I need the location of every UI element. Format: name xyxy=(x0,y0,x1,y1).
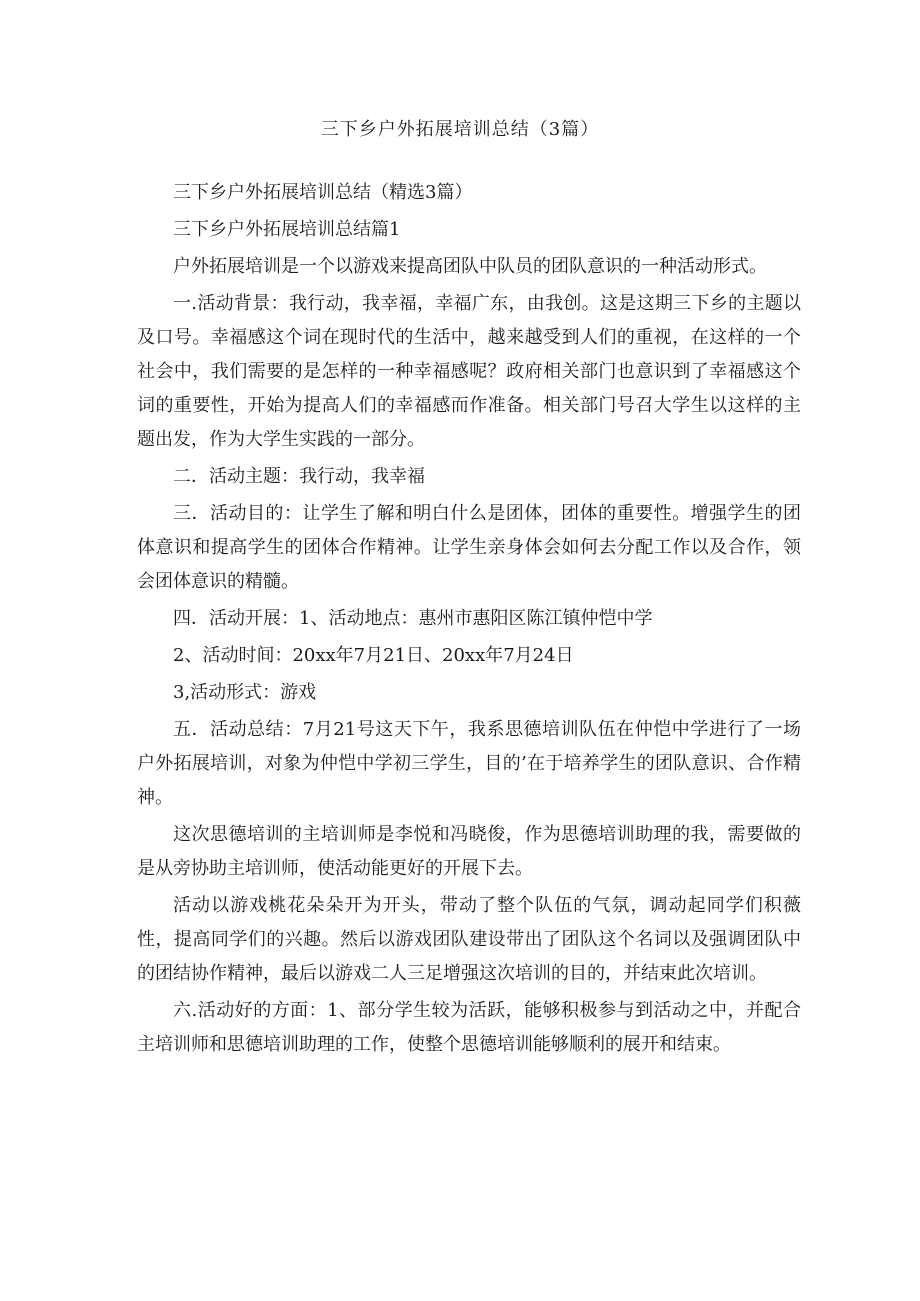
paragraph-games: 活动以游戏桃花朵朵开为开头，带动了整个队伍的气氛，调动起同学们积薇性，提高同学们的兴趣。然后以游戏团队建设带出了团队这个名词以及强调团队中的团结协作精神，最后以游戏二人三足增强这次培训的目的，并结束此次培训。 xyxy=(137,895,801,984)
paragraph-section-heading: 三下乡户外拓展培训总结篇1 xyxy=(173,219,401,240)
paragraph-background: 一.活动背景：我行动，我幸福，幸福广东，由我创。这是这期三下乡的主题以及口号。幸福感这个词在现时代的生活中，越来越受到人们的重视，在这样的一个社会中，我们需要的是怎样的一种幸福感呢？政府相关部门也意识到了幸福感这个词的重要性，开始为提高人们的幸福感而作准备。相关部门号召大学生以这样的主题出发，作为大学生实践的一部分。 xyxy=(137,293,801,450)
document-body xyxy=(137,176,801,1065)
paragraph-time: 2、活动时间：20xx年7月21日、20xx年7月24日 xyxy=(173,645,574,666)
paragraph-form: 3,活动形式：游戏 xyxy=(173,682,317,703)
paragraph-purpose: 三．活动目的：让学生了解和明白什么是团体，团体的重要性。增强学生的团体意识和提高学生的团体合作精神。让学生亲身体会如何去分配工作以及合作，领会团体意识的精髓。 xyxy=(137,503,801,592)
paragraph-location: 四．活动开展：1、活动地点：惠州市惠阳区陈江镇仲恺中学 xyxy=(173,608,653,629)
paragraph-intro: 户外拓展培训是一个以游戏来提高团队中队员的团队意识的一种活动形式。 xyxy=(173,256,767,277)
paragraph-subtitle: 三下乡户外拓展培训总结（精选3篇） xyxy=(173,182,473,203)
paragraph-trainers: 这次思德培训的主培训师是李悦和冯晓俊，作为思德培训助理的我，需要做的是从旁协助主培训师，使活动能更好的开展下去。 xyxy=(137,824,801,879)
paragraph-theme: 二．活动主题：我行动，我幸福 xyxy=(173,466,425,487)
paragraph-positives: 六.活动好的方面：1、部分学生较为活跃，能够积极参与到活动之中，并配合主培训师和思德培训助理的工作，使整个思德培训能够顺利的展开和结束。 xyxy=(137,1000,801,1055)
document-title: 三下乡户外拓展培训总结（3篇） xyxy=(320,119,600,140)
paragraph-summary: 五．活动总结：7月21号这天下午，我系思德培训队伍在仲恺中学进行了一场户外拓展培训，对象为仲恺中学初三学生，目的’在于培养学生的团队意识、合作精神。 xyxy=(137,719,801,808)
